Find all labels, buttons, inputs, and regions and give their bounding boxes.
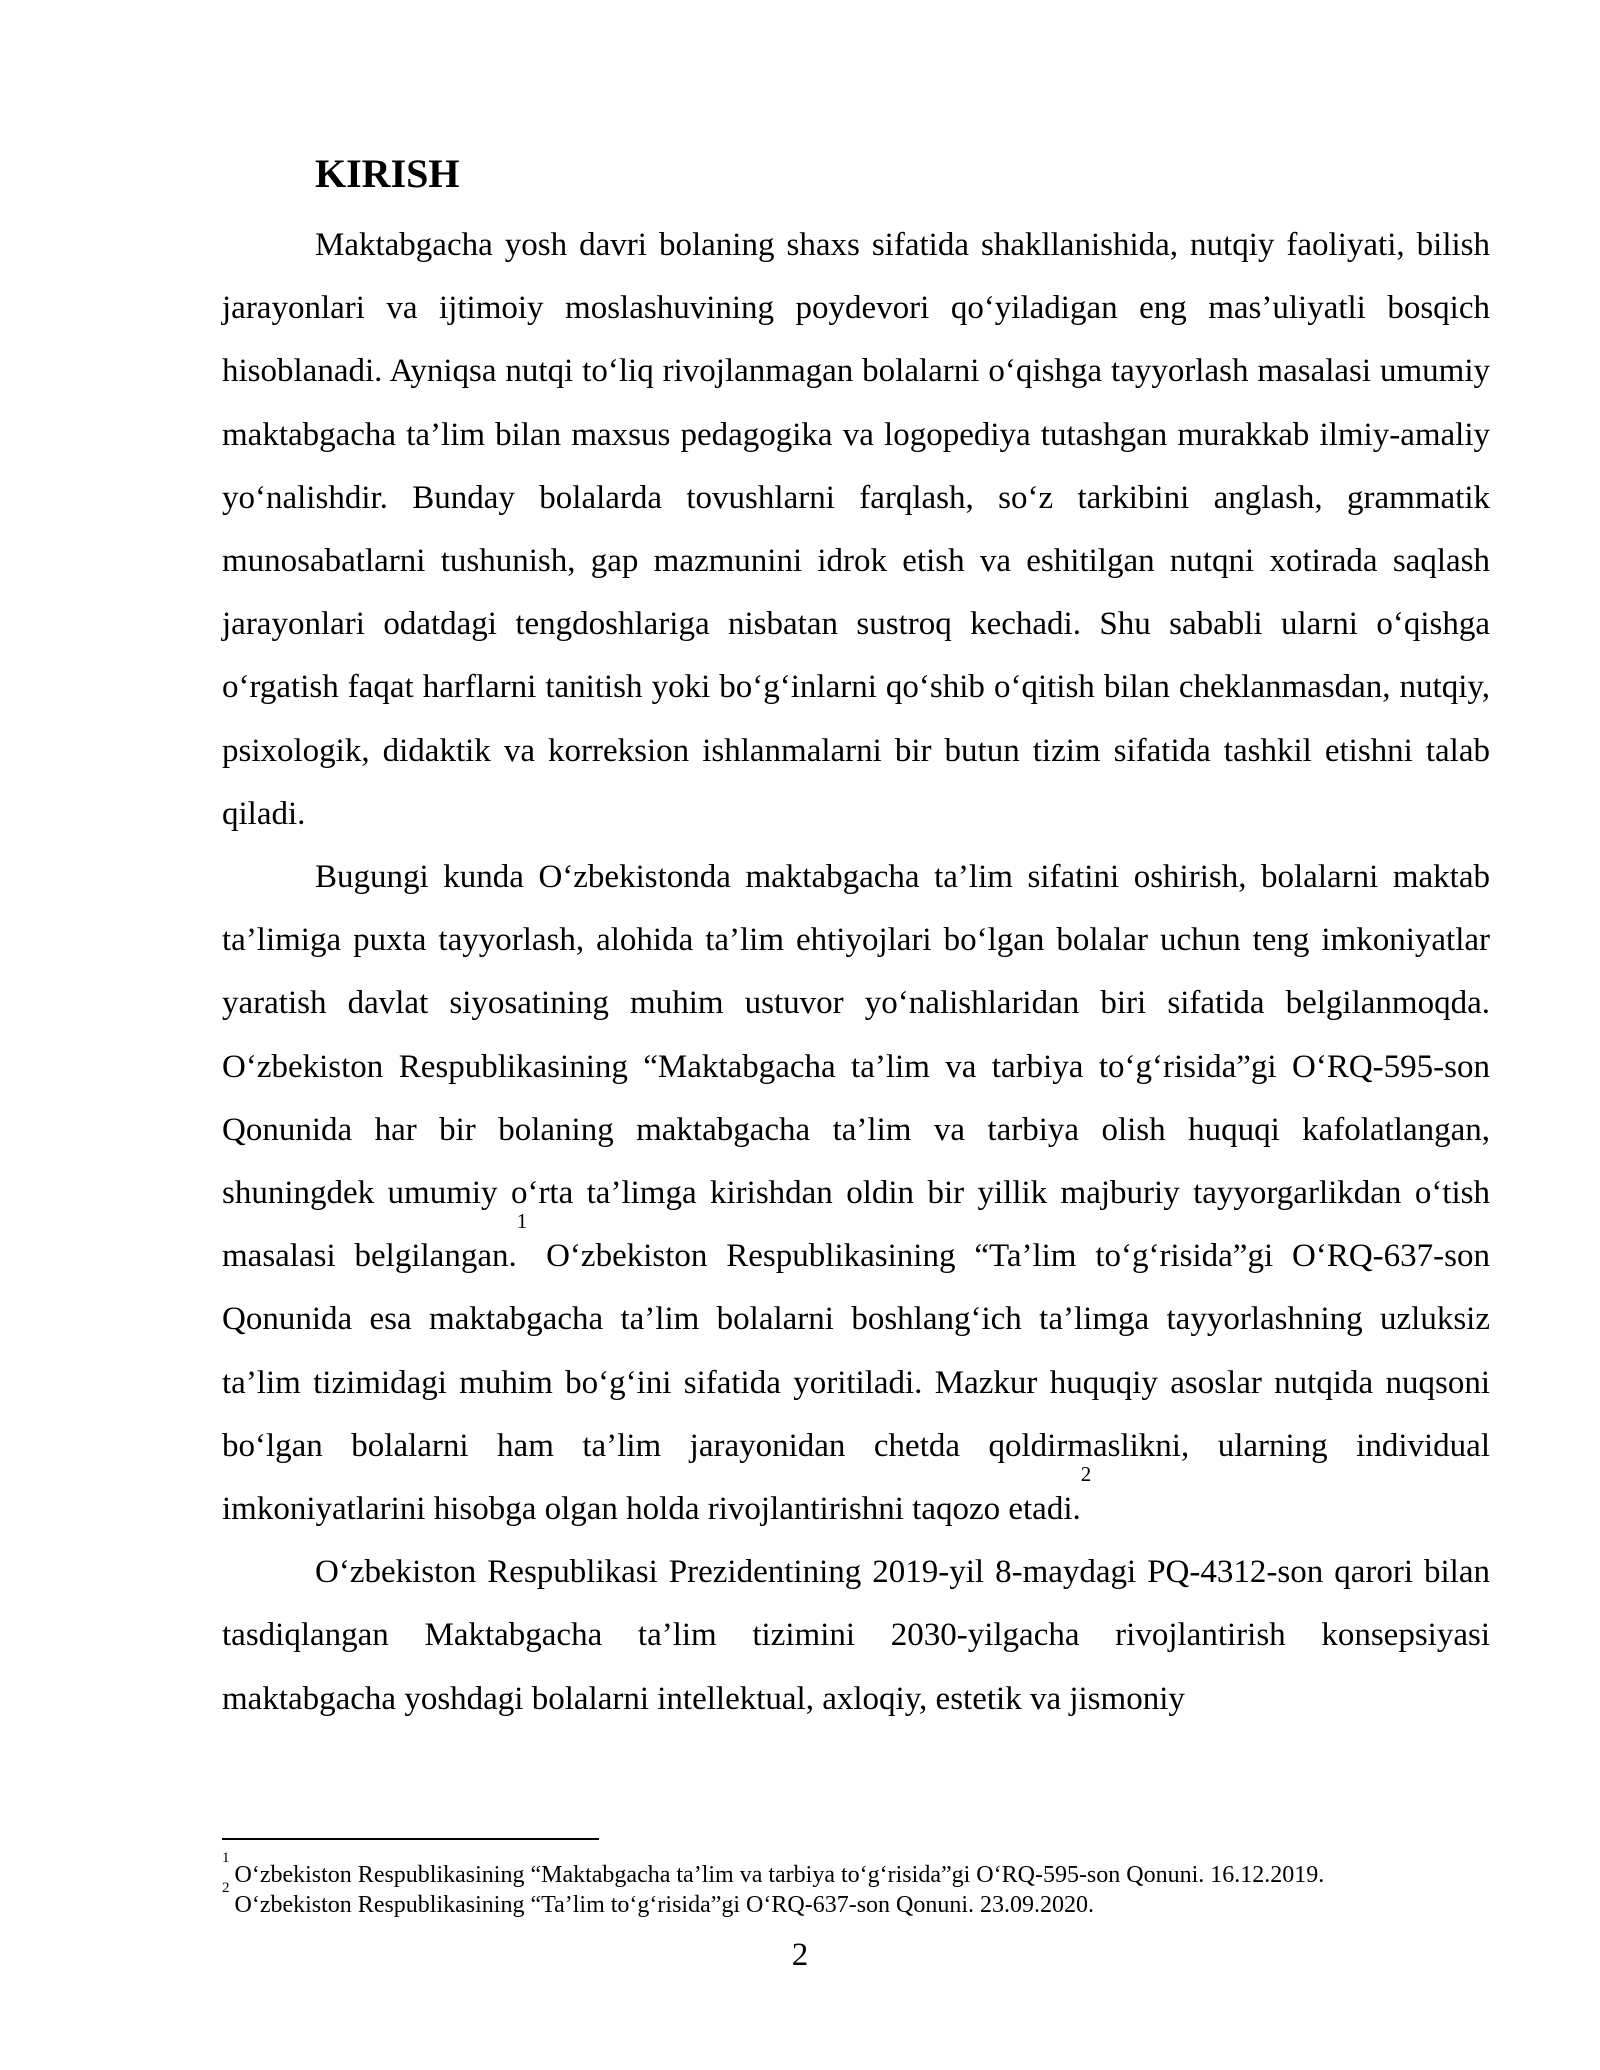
footnote-ref-1: 1 xyxy=(516,1209,528,1234)
footnote-2-mark: 2 xyxy=(222,1880,230,1896)
footnotes xyxy=(222,1850,1490,1920)
paragraph-2-part-2: O‘zbekiston Respublikasining “Ta’lim to‘g‘risida”gi O‘RQ-637-son Qonunida esa maktabgacha ta’lim bolalarni boshlang‘ich ta’limga tayyorlashning uzluksiz ta’lim tizimidagi muhim bo‘g‘ini sifatida yoritiladi. Mazkur huquqiy asoslar nutqida nuqsoni bo‘lgan bolalarni ham ta’lim jarayonidan chetda qoldirmaslikni, ularning individual imkoniyatlarini hisobga olgan holda rivojlantirishni taqozo etadi. xyxy=(222,1238,1490,1528)
paragraph-2 xyxy=(222,846,1490,1541)
footnote-2 xyxy=(222,1880,1490,1920)
body-text xyxy=(222,214,1490,1731)
paragraph-2-part-1: Bugungi kunda O‘zbekistonda maktabgacha ta’lim sifatini oshirish, bolalarni maktab ta’limiga puxta tayyorlash, alohida ta’lim ehtiyojlari bo‘lgan bolalar uchun teng imkoniyatlar yaratish davlat siyosatining muhim ustuvor yo‘nalishlaridan biri sifatida belgilanmoqda. O‘zbekiston Respublikasining “Maktabgacha ta’lim va tarbiya to‘g‘risida”gi O‘RQ-595-son Qonunida har bir bolaning maktabgacha ta’lim va tarbiya olish huquqi kafolatlangan, shuningdek umumiy o‘rta ta’limga kirishdan oldin bir yillik majburiy tayyorgarlikdan o‘tish masalasi belgilangan. xyxy=(222,859,1490,1275)
footnote-1-mark: 1 xyxy=(222,1850,230,1866)
footnote-ref-2: 2 xyxy=(1080,1462,1092,1487)
footnote-2-text: O‘zbekiston Respublikasining “Ta’lim to‘g‘risida”gi O‘RQ-637-son Qonuni. 23.09.2020. xyxy=(234,1892,1095,1918)
footnote-separator xyxy=(222,1838,599,1840)
footnote-1-text: O‘zbekiston Respublikasining “Maktabgacha ta’lim va tarbiya to‘g‘risida”gi O‘RQ-595-son Qonuni. 16.12.2019. xyxy=(234,1862,1325,1888)
footnote-1 xyxy=(222,1850,1490,1890)
page-number: 2 xyxy=(791,1937,809,1973)
section-heading: KIRISH xyxy=(315,151,460,196)
paragraph-3: O‘zbekiston Respublikasi Prezidentining 2019-yil 8-maydagi PQ-4312-son qarori bilan tasdiqlangan Maktabgacha ta’lim tizimini 2030-yilgacha rivojlantirish konsepsiyasi maktabgacha yoshdagi bolalarni intellektual, axloqiy, estetik va jismoniy xyxy=(222,1554,1490,1717)
paragraph-1: Maktabgacha yosh davri bolaning shaxs sifatida shakllanishida, nutqiy faoliyati, bilish jarayonlari va ijtimoiy moslashuvining poydevori qo‘yiladigan eng mas’uliyatli bosqich hisoblanadi. Ayniqsa nutqi to‘liq rivojlanmagan bolalarni o‘qishga tayyorlash masalasi umumiy maktabgacha ta’lim bilan maxsus pedagogika va logopediya tutashgan murakkab ilmiy-amaliy yo‘nalishdir. Bunday bolalarda tovushlarni farqlash, so‘z tarkibini anglash, grammatik munosabatlarni tushunish, gap mazmunini idrok etish va eshitilgan nutqni xotirada saqlash jarayonlari odatdagi tengdoshlariga nisbatan sustroq kechadi. Shu sababli ularni o‘qishga o‘rgatish faqat harflarni tanitish yoki bo‘g‘inlarni qo‘shib o‘qitish bilan cheklanmasdan, nutqiy, psixologik, didaktik va korreksion ishlanmalarni bir butun tizim sifatida tashkil etishni talab qiladi. xyxy=(222,227,1490,832)
